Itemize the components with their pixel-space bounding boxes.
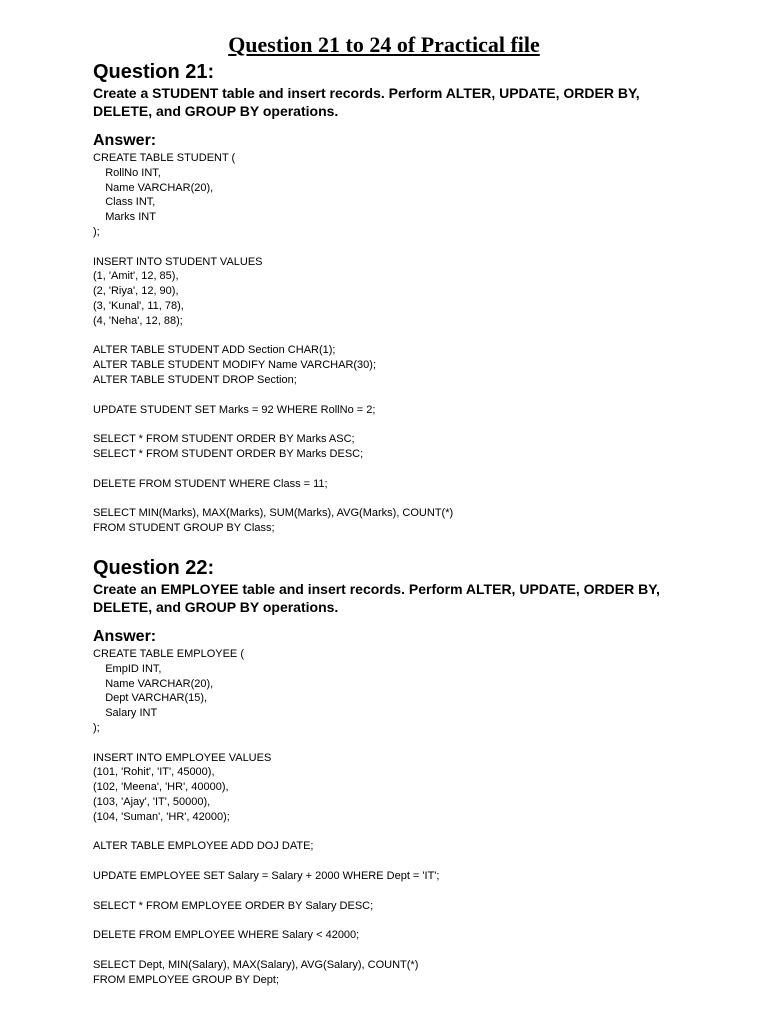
question-21-text: Create a STUDENT table and insert records. Perform ALTER, UPDATE, ORDER BY, DELETE, and GROUP BY operations.	[93, 85, 640, 119]
question-21-answer-label: Answer:	[93, 132, 157, 149]
question-22-code: CREATE TABLE EMPLOYEE ( EmpID INT, Name VARCHAR(20), Dept VARCHAR(15), Salary INT ); INSERT INTO EMPLOYEE VALUES (101, 'Rohit', 'IT', 45000), (102, 'Meena', 'HR', 40000), (103, 'Ajay', 'IT', 50000), (104, 'Suman', 'HR', 42000); ALTER TABLE EMPLOYEE ADD DOJ DATE; UPDATE EMPLOYEE SET Salary = Salary + 2000 WHERE Dept = 'IT'; SELECT * FROM EMPLOYEE ORDER BY Salary DESC; DELETE FROM EMPLOYEE WHERE Salary < 42000; SELECT Dept, MIN(Salary), MAX(Salary), AVG(Salary), COUNT(*) FROM EMPLOYEE GROUP BY Dept;	[93, 648, 440, 986]
question-22-section	[93, 556, 693, 987]
question-22-answer-label: Answer:	[93, 628, 157, 645]
question-22-text: Create an EMPLOYEE table and insert records. Perform ALTER, UPDATE, ORDER BY, DELETE, and GROUP BY operations.	[93, 581, 660, 615]
document-title: Question 21 to 24 of Practical file	[228, 32, 540, 57]
question-21-code: CREATE TABLE STUDENT ( RollNo INT, Name VARCHAR(20), Class INT, Marks INT ); INSERT INTO STUDENT VALUES (1, 'Amit', 12, 85), (2, 'Riya', 12, 90), (3, 'Kunal', 11, 78), (4, 'Neha', 12, 88); ALTER TABLE STUDENT ADD Section CHAR(1); ALTER TABLE STUDENT MODIFY Name VARCHAR(30); ALTER TABLE STUDENT DROP Section; UPDATE STUDENT SET Marks = 92 WHERE RollNo = 2; SELECT * FROM STUDENT ORDER BY Marks ASC; SELECT * FROM STUDENT ORDER BY Marks DESC; DELETE FROM STUDENT WHERE Class = 11; SELECT MIN(Marks), MAX(Marks), SUM(Marks), AVG(Marks), COUNT(*) FROM STUDENT GROUP BY Class;	[93, 152, 454, 534]
question-22-heading: Question 22:	[93, 557, 215, 579]
question-21-section	[93, 60, 693, 536]
question-21-heading: Question 21:	[93, 61, 215, 83]
